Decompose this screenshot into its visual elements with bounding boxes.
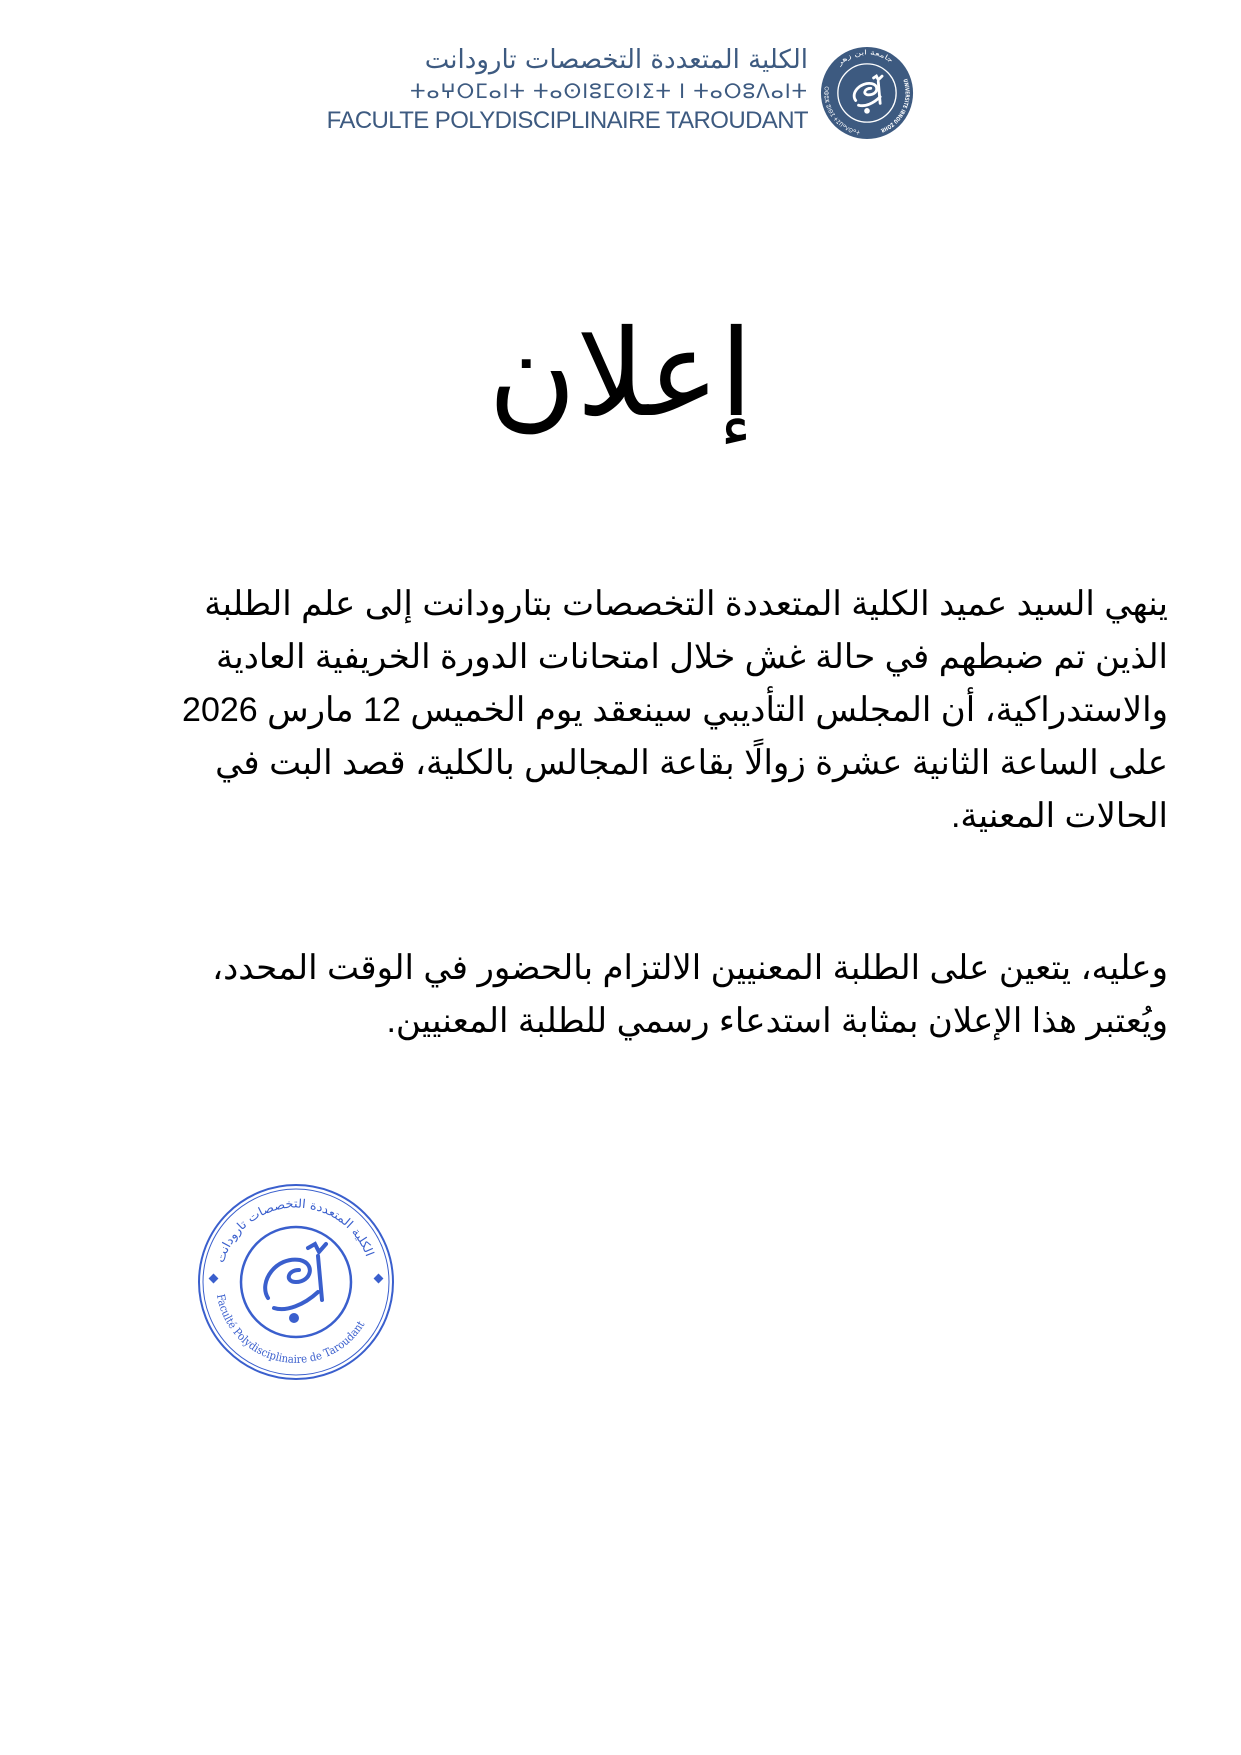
university-logo	[820, 46, 914, 140]
official-stamp	[196, 1182, 396, 1382]
stamp-text-arabic: الكلية المتعددة التخصصات تارودانت	[212, 1196, 377, 1265]
paragraph-1-line: الذين تم ضبطهم في حالة غش خلال امتحانات الدورة الخريفية العادية	[216, 638, 1168, 676]
paragraph-1-line: الحالات المعنية.	[950, 797, 1168, 835]
stamp-diamond-icon	[374, 1274, 384, 1284]
logo-ring-text-left: ⵜⴰⵙⴷⴰⵡⵉⵜ ⵉⴱⵏⵓ ⵣⵓⵀⵔ	[824, 85, 861, 135]
faculty-header	[300, 44, 920, 140]
announcement-paragraph-1	[104, 578, 1168, 843]
stamp-calligraphy-emblem-icon	[265, 1244, 326, 1321]
announcement-paragraph-2	[104, 942, 1168, 1048]
logo-ring-text-right: UNIVERSITE IBNOU ZOHR	[878, 78, 910, 134]
paragraph-2-line: وعليه، يتعين على الطلبة المعنيين الالتزام بالحضور في الوقت المحدد،	[212, 949, 1168, 987]
faculty-name-block	[308, 44, 808, 136]
paragraph-1-line: ينهي السيد عميد الكلية المتعددة التخصصات بتارودانت إلى علم الطلبة	[204, 585, 1168, 623]
stamp-text-french: Faculté Polydisciplinaire de Taroudant	[213, 1292, 368, 1366]
faculty-name-french: FACULTE POLYDISCIPLINAIRE TAROUDANT	[326, 107, 808, 134]
paragraph-2-line: ويُعتبر هذا الإعلان بمثابة استدعاء رسمي للطلبة المعنيين.	[386, 1002, 1168, 1040]
paragraph-1-line: والاستدراكية، أن المجلس التأديبي سينعقد يوم الخميس 12 مارس 2026	[182, 691, 1168, 729]
announcement-title: إعلان	[488, 305, 753, 444]
stamp-diamond-icon	[209, 1274, 219, 1284]
faculty-name-tifinagh: ⵜⴰⵖⵔⵎⴰⵏⵜ ⵜⴰⵙⵏⵓⵎⵙⵏⵉⵜ ⵏ ⵜⴰⵔⵓⴷⴰⵏⵜ	[410, 79, 808, 103]
faculty-name-arabic: الكلية المتعددة التخصصات تارودانت	[424, 45, 808, 75]
logo-ring-text-top: جامعة ابن زهر	[835, 48, 894, 68]
paragraph-1-line: على الساعة الثانية عشرة زوالًا بقاعة المجالس بالكلية، قصد البت في	[215, 744, 1168, 782]
